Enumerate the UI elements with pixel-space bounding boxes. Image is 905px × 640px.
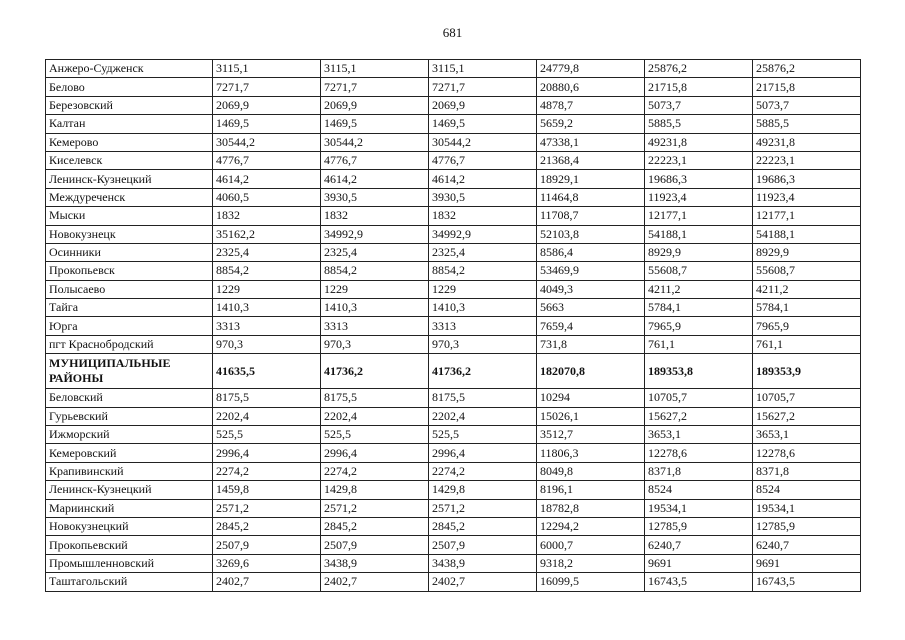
value-cell: 30544,2 (321, 133, 429, 151)
value-cell: 11923,4 (753, 188, 861, 206)
value-cell: 54188,1 (753, 225, 861, 243)
value-cell: 12278,6 (645, 444, 753, 462)
table-row (46, 207, 861, 225)
value-cell: 55608,7 (753, 262, 861, 280)
table-row (46, 407, 861, 425)
value-cell: 5885,5 (645, 115, 753, 133)
value-cell: 6240,7 (753, 536, 861, 554)
value-cell: 8524 (645, 481, 753, 499)
value-cell: 53469,9 (537, 262, 645, 280)
value-cell: 2507,9 (321, 536, 429, 554)
value-cell: 7271,7 (429, 78, 537, 96)
value-cell: 4776,7 (321, 151, 429, 169)
value-cell: 16743,5 (645, 573, 753, 591)
value-cell: 2202,4 (213, 407, 321, 425)
value-cell: 761,1 (645, 335, 753, 353)
value-cell: 12294,2 (537, 517, 645, 535)
row-name-cell: Ленинск-Кузнецкий (46, 170, 213, 188)
value-cell: 16099,5 (537, 573, 645, 591)
value-cell: 4776,7 (429, 151, 537, 169)
value-cell: 182070,8 (537, 354, 645, 389)
value-cell: 7659,4 (537, 317, 645, 335)
table-row (46, 299, 861, 317)
value-cell: 7271,7 (213, 78, 321, 96)
value-cell: 11806,3 (537, 444, 645, 462)
value-cell: 1229 (213, 280, 321, 298)
row-name-cell: Тайга (46, 299, 213, 317)
row-name-cell: Таштагольский (46, 573, 213, 591)
row-name-cell: Белово (46, 78, 213, 96)
value-cell: 3930,5 (429, 188, 537, 206)
row-name-cell: Гурьевский (46, 407, 213, 425)
row-name-cell: Анжеро-Судженск (46, 60, 213, 78)
value-cell: 9691 (753, 554, 861, 572)
table-row (46, 225, 861, 243)
value-cell: 8049,8 (537, 462, 645, 480)
value-cell: 2325,4 (213, 243, 321, 261)
table-row (46, 536, 861, 554)
value-cell: 3438,9 (429, 554, 537, 572)
value-cell: 2274,2 (429, 462, 537, 480)
value-cell: 1410,3 (321, 299, 429, 317)
table-row (46, 573, 861, 591)
value-cell: 8175,5 (429, 389, 537, 407)
table-row (46, 280, 861, 298)
table-row (46, 554, 861, 572)
value-cell: 3313 (321, 317, 429, 335)
value-cell: 4776,7 (213, 151, 321, 169)
row-name-cell: Новокузнецкий (46, 517, 213, 535)
value-cell: 2402,7 (321, 573, 429, 591)
value-cell: 1410,3 (213, 299, 321, 317)
value-cell: 3313 (213, 317, 321, 335)
value-cell: 1410,3 (429, 299, 537, 317)
value-cell: 18929,1 (537, 170, 645, 188)
value-cell: 22223,1 (753, 151, 861, 169)
value-cell: 8929,9 (645, 243, 753, 261)
value-cell: 1229 (429, 280, 537, 298)
value-cell: 49231,8 (645, 133, 753, 151)
value-cell: 8371,8 (753, 462, 861, 480)
table-row (46, 335, 861, 353)
value-cell: 41635,5 (213, 354, 321, 389)
table-body (46, 60, 861, 592)
table-row (46, 262, 861, 280)
value-cell: 1469,5 (321, 115, 429, 133)
value-cell: 3115,1 (429, 60, 537, 78)
value-cell: 16743,5 (753, 573, 861, 591)
value-cell: 10705,7 (645, 389, 753, 407)
value-cell: 6240,7 (645, 536, 753, 554)
value-cell: 4878,7 (537, 96, 645, 114)
value-cell: 12785,9 (753, 517, 861, 535)
value-cell: 4049,3 (537, 280, 645, 298)
value-cell: 1429,8 (429, 481, 537, 499)
value-cell: 2069,9 (321, 96, 429, 114)
row-name-cell: Березовский (46, 96, 213, 114)
value-cell: 35162,2 (213, 225, 321, 243)
value-cell: 525,5 (213, 426, 321, 444)
value-cell: 1469,5 (213, 115, 321, 133)
value-cell: 4614,2 (429, 170, 537, 188)
value-cell: 525,5 (321, 426, 429, 444)
value-cell: 1832 (429, 207, 537, 225)
table-row (46, 115, 861, 133)
section-row (46, 354, 861, 389)
value-cell: 15627,2 (753, 407, 861, 425)
value-cell: 1832 (321, 207, 429, 225)
row-name-cell: Междуреченск (46, 188, 213, 206)
row-name-cell: Крапивинский (46, 462, 213, 480)
page-number: 681 (442, 25, 463, 40)
value-cell: 12785,9 (645, 517, 753, 535)
value-cell: 2069,9 (429, 96, 537, 114)
table-row (46, 151, 861, 169)
value-cell: 30544,2 (213, 133, 321, 151)
value-cell: 2845,2 (321, 517, 429, 535)
row-name-cell: Мариинский (46, 499, 213, 517)
value-cell: 2274,2 (213, 462, 321, 480)
value-cell: 8929,9 (753, 243, 861, 261)
value-cell: 8371,8 (645, 462, 753, 480)
table-row (46, 243, 861, 261)
row-name-cell: МУНИЦИПАЛЬНЫЕ РАЙОНЫ (46, 354, 213, 389)
value-cell: 12278,6 (753, 444, 861, 462)
table-row (46, 188, 861, 206)
value-cell: 3115,1 (321, 60, 429, 78)
row-name-cell: Ленинск-Кузнецкий (46, 481, 213, 499)
table-row (46, 133, 861, 151)
value-cell: 3115,1 (213, 60, 321, 78)
budget-table (45, 59, 861, 592)
value-cell: 5784,1 (645, 299, 753, 317)
value-cell: 21715,8 (645, 78, 753, 96)
table-row (46, 481, 861, 499)
value-cell: 2507,9 (429, 536, 537, 554)
value-cell: 19686,3 (753, 170, 861, 188)
value-cell: 8854,2 (213, 262, 321, 280)
table-row (46, 170, 861, 188)
value-cell: 3269,6 (213, 554, 321, 572)
row-name-cell: Прокопьевский (46, 536, 213, 554)
value-cell: 5784,1 (753, 299, 861, 317)
row-name-cell: Юрга (46, 317, 213, 335)
table-row (46, 317, 861, 335)
table-row (46, 462, 861, 480)
value-cell: 2845,2 (429, 517, 537, 535)
value-cell: 34992,9 (429, 225, 537, 243)
value-cell: 24779,8 (537, 60, 645, 78)
row-name-cell: Мыски (46, 207, 213, 225)
value-cell: 2202,4 (429, 407, 537, 425)
table-row (46, 444, 861, 462)
value-cell: 4060,5 (213, 188, 321, 206)
row-name-cell: Промышленновский (46, 554, 213, 572)
value-cell: 2402,7 (429, 573, 537, 591)
row-name-cell: Новокузнецк (46, 225, 213, 243)
value-cell: 2571,2 (213, 499, 321, 517)
row-name-cell: Беловский (46, 389, 213, 407)
value-cell: 2402,7 (213, 573, 321, 591)
value-cell: 2571,2 (429, 499, 537, 517)
table-row (46, 426, 861, 444)
value-cell: 2507,9 (213, 536, 321, 554)
value-cell: 3313 (429, 317, 537, 335)
value-cell: 19686,3 (645, 170, 753, 188)
row-name-cell: Калтан (46, 115, 213, 133)
row-name-cell: Кемеровский (46, 444, 213, 462)
value-cell: 8586,4 (537, 243, 645, 261)
value-cell: 8524 (753, 481, 861, 499)
value-cell: 15627,2 (645, 407, 753, 425)
value-cell: 25876,2 (753, 60, 861, 78)
row-name-cell: Осинники (46, 243, 213, 261)
value-cell: 2325,4 (429, 243, 537, 261)
value-cell: 970,3 (213, 335, 321, 353)
value-cell: 15026,1 (537, 407, 645, 425)
value-cell: 8175,5 (321, 389, 429, 407)
value-cell: 1832 (213, 207, 321, 225)
value-cell: 4211,2 (645, 280, 753, 298)
value-cell: 9691 (645, 554, 753, 572)
value-cell: 525,5 (429, 426, 537, 444)
value-cell: 9318,2 (537, 554, 645, 572)
value-cell: 5659,2 (537, 115, 645, 133)
value-cell: 2996,4 (213, 444, 321, 462)
value-cell: 34992,9 (321, 225, 429, 243)
value-cell: 2069,9 (213, 96, 321, 114)
value-cell: 5663 (537, 299, 645, 317)
value-cell: 11923,4 (645, 188, 753, 206)
value-cell: 19534,1 (753, 499, 861, 517)
value-cell: 25876,2 (645, 60, 753, 78)
value-cell: 731,8 (537, 335, 645, 353)
value-cell: 11708,7 (537, 207, 645, 225)
value-cell: 3653,1 (753, 426, 861, 444)
value-cell: 22223,1 (645, 151, 753, 169)
value-cell: 10705,7 (753, 389, 861, 407)
value-cell: 2996,4 (321, 444, 429, 462)
value-cell: 4614,2 (213, 170, 321, 188)
value-cell: 1459,8 (213, 481, 321, 499)
value-cell: 55608,7 (645, 262, 753, 280)
value-cell: 7271,7 (321, 78, 429, 96)
value-cell: 3512,7 (537, 426, 645, 444)
value-cell: 5885,5 (753, 115, 861, 133)
value-cell: 1429,8 (321, 481, 429, 499)
value-cell: 6000,7 (537, 536, 645, 554)
value-cell: 1229 (321, 280, 429, 298)
value-cell: 52103,8 (537, 225, 645, 243)
value-cell: 8175,5 (213, 389, 321, 407)
value-cell: 2571,2 (321, 499, 429, 517)
value-cell: 41736,2 (321, 354, 429, 389)
value-cell: 30544,2 (429, 133, 537, 151)
value-cell: 189353,8 (645, 354, 753, 389)
value-cell: 1469,5 (429, 115, 537, 133)
row-name-cell: Кемерово (46, 133, 213, 151)
value-cell: 4211,2 (753, 280, 861, 298)
value-cell: 21368,4 (537, 151, 645, 169)
value-cell: 3438,9 (321, 554, 429, 572)
value-cell: 12177,1 (645, 207, 753, 225)
value-cell: 970,3 (429, 335, 537, 353)
value-cell: 2325,4 (321, 243, 429, 261)
row-name-cell: Киселевск (46, 151, 213, 169)
table-row (46, 96, 861, 114)
value-cell: 49231,8 (753, 133, 861, 151)
table-row (46, 499, 861, 517)
value-cell: 5073,7 (645, 96, 753, 114)
table-row (46, 389, 861, 407)
value-cell: 2845,2 (213, 517, 321, 535)
value-cell: 8854,2 (429, 262, 537, 280)
table-row (46, 517, 861, 535)
value-cell: 54188,1 (645, 225, 753, 243)
value-cell: 8854,2 (321, 262, 429, 280)
value-cell: 21715,8 (753, 78, 861, 96)
row-name-cell: пгт Краснобродский (46, 335, 213, 353)
value-cell: 189353,9 (753, 354, 861, 389)
value-cell: 5073,7 (753, 96, 861, 114)
value-cell: 970,3 (321, 335, 429, 353)
row-name-cell: Полысаево (46, 280, 213, 298)
value-cell: 41736,2 (429, 354, 537, 389)
value-cell: 47338,1 (537, 133, 645, 151)
value-cell: 2996,4 (429, 444, 537, 462)
value-cell: 12177,1 (753, 207, 861, 225)
value-cell: 761,1 (753, 335, 861, 353)
value-cell: 20880,6 (537, 78, 645, 96)
value-cell: 3930,5 (321, 188, 429, 206)
value-cell: 2202,4 (321, 407, 429, 425)
value-cell: 7965,9 (645, 317, 753, 335)
value-cell: 7965,9 (753, 317, 861, 335)
table-row (46, 60, 861, 78)
value-cell: 11464,8 (537, 188, 645, 206)
value-cell: 10294 (537, 389, 645, 407)
value-cell: 19534,1 (645, 499, 753, 517)
row-name-cell: Прокопьевск (46, 262, 213, 280)
value-cell: 2274,2 (321, 462, 429, 480)
value-cell: 8196,1 (537, 481, 645, 499)
value-cell: 18782,8 (537, 499, 645, 517)
row-name-cell: Ижморский (46, 426, 213, 444)
table-row (46, 78, 861, 96)
value-cell: 4614,2 (321, 170, 429, 188)
value-cell: 3653,1 (645, 426, 753, 444)
